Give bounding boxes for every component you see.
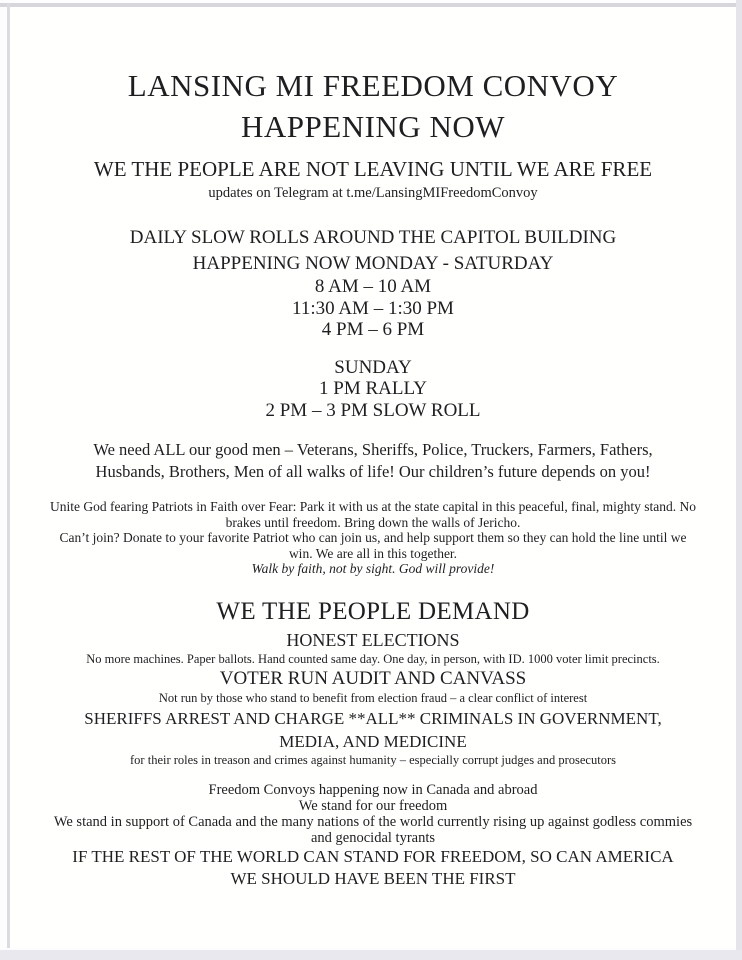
unite-paragraph-1: Unite God fearing Patriots in Faith over Fear: Park it with us at the state capital in this peaceful, final, mighty stand. No brakes until freedom. Bring down the walls of Jericho. xyxy=(50,499,696,530)
photo-edge-right xyxy=(736,0,742,960)
weekday-schedule-heading-line2: HAPPENING NOW MONDAY - SATURDAY xyxy=(192,252,554,274)
demand-title-sheriffs-arrest: SHERIFFS ARREST AND CHARGE **ALL** CRIMINALS IN GOVERNMENT, MEDIA, AND MEDICINE xyxy=(84,708,662,751)
flyer-page xyxy=(10,7,736,948)
flyer-title-line1: LANSING MI FREEDOM CONVOY xyxy=(127,68,619,103)
faith-motto: Walk by faith, not by sight. God will provide! xyxy=(251,561,495,576)
footer-line-support-canada: We stand in support of Canada and the many nations of the world currently rising up against godless commies and genocidal tyrants xyxy=(53,814,693,846)
demand-detail-voter-audit: Not run by those who stand to benefit from election fraud – a clear conflict of interest xyxy=(158,691,588,705)
footer-block xyxy=(10,782,736,889)
demand-detail-sheriffs-arrest: for their roles in treason and crimes against humanity – especially corrupt judges and prosecutors xyxy=(130,752,616,767)
unite-paragraph-block xyxy=(49,499,697,577)
sunday-time-slot: 1 PM RALLY xyxy=(319,378,427,399)
telegram-updates-text: updates on Telegram at t.me/LansingMIFreedomConvoy xyxy=(208,185,538,201)
flyer-title-line2: HAPPENING NOW xyxy=(241,109,505,144)
call-to-action-paragraph: We need ALL our good men – Veterans, Sheriffs, Police, Truckers, Farmers, Fathers, Husbands, Brothers, Men of all walks of life! Our children’s future depends on you! xyxy=(93,440,653,481)
photo-edge-bottom xyxy=(0,950,742,960)
unite-paragraph-2: Can’t join? Donate to your favorite Patriot who can join us, and help support them so they can hold the line until we win. We are all in this together. xyxy=(59,530,687,561)
demand-detail-honest-elections: No more machines. Paper ballots. Hand counted same day. One day, in person, with ID. 1000 voter limit precincts. xyxy=(86,651,660,666)
flyer-subtitle: WE THE PEOPLE ARE NOT LEAVING UNTIL WE ARE FREE xyxy=(93,157,653,181)
footer-line-stand-freedom: We stand for our freedom xyxy=(298,798,448,814)
sunday-heading: SUNDAY xyxy=(334,356,412,378)
weekday-time-slot: 8 AM – 10 AM xyxy=(314,276,432,297)
weekday-schedule-heading xyxy=(10,225,736,276)
footer-line-world-freedom: IF THE REST OF THE WORLD CAN STAND FOR FREEDOM, SO CAN AMERICA xyxy=(72,847,674,866)
demand-title-honest-elections: HONEST ELECTIONS xyxy=(286,629,460,650)
footer-line-been-first: WE SHOULD HAVE BEEN THE FIRST xyxy=(230,868,516,888)
weekday-time-slot: 4 PM – 6 PM xyxy=(321,319,425,340)
demand-title-voter-audit: VOTER RUN AUDIT AND CANVASS xyxy=(219,668,527,689)
footer-line-convoys-abroad: Freedom Convoys happening now in Canada and abroad xyxy=(208,782,538,798)
demands-heading: WE THE PEOPLE DEMAND xyxy=(216,597,530,625)
weekday-schedule-heading-line1: DAILY SLOW ROLLS AROUND THE CAPITOL BUILDING xyxy=(129,227,617,248)
sunday-time-slot: 2 PM – 3 PM SLOW ROLL xyxy=(265,399,481,421)
sunday-schedule xyxy=(10,357,736,422)
weekday-time-slot: 11:30 AM – 1:30 PM xyxy=(292,297,454,319)
